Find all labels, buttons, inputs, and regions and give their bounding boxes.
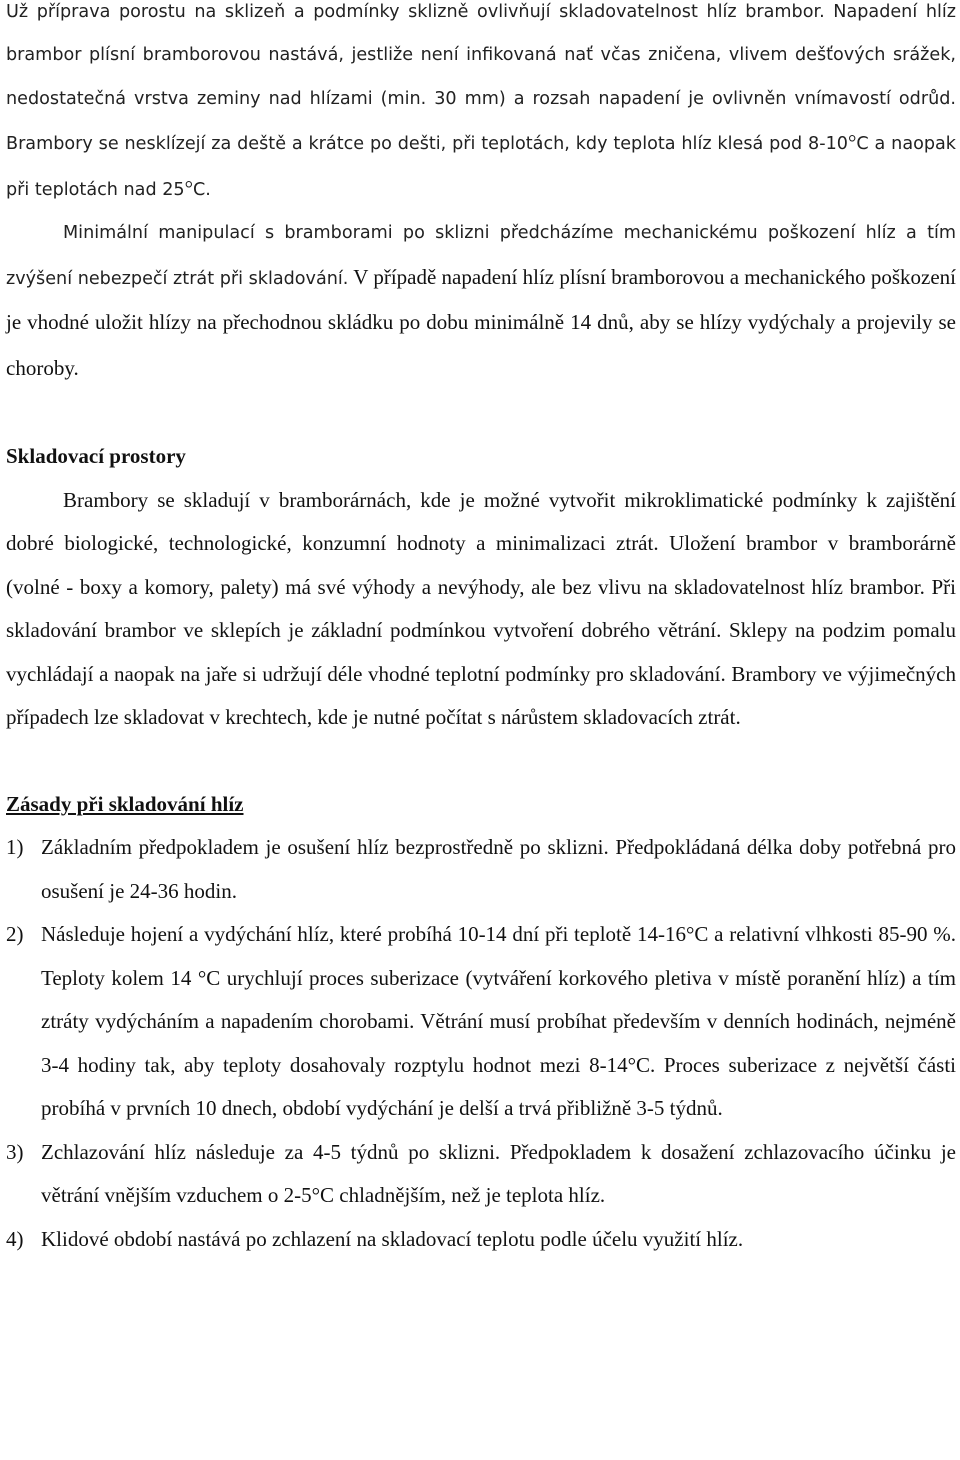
list-item-text: Následuje hojení a vydýchání hlíz, které probíhá 10-14 dní při teplotě 14-16°C a relativní vlhkosti 85-90 %. Teploty kolem 14 °C urychlují proces suberizace (vytváření korkového pletiva v místě poranění hlíz) a tím ztráty vydýcháním a napadením chorobami. Větrání musí probíhat především v denních hodinách, nejméně 3-4 hodiny tak, aby teploty dosahovaly rozptylu hodnot mezi 8-14°C. Proces suberizace z největší části probíhá v prvních 10 dnech, období vydýchání je delší a trvá přibližně 3-5 týdnů. <box>41 922 956 1121</box>
degree-symbol: ° <box>184 175 194 200</box>
list-item <box>6 1218 956 1262</box>
intro-text-end: C. <box>193 179 211 200</box>
list-number: 2) <box>6 922 24 947</box>
degree-symbol: ° <box>848 130 857 155</box>
rules-list <box>6 826 956 1261</box>
handling-paragraph <box>6 212 956 392</box>
spacer <box>6 392 956 435</box>
list-item <box>6 826 956 913</box>
list-number: 4) <box>6 1226 24 1251</box>
storage-heading: Skladovací prostory <box>6 444 186 469</box>
intro-text-continued: C a naopak při teplotách nad 25 <box>6 134 957 200</box>
list-item-text: Zchlazování hlíz následuje za 4-5 týdnů po sklizni. Předpokladem k dosažení zchlazovacího účinku je větrání vnějším vzduchem o 2-5°C chladnějším, než je teplota hlíz. <box>41 1139 956 1208</box>
intro-paragraph <box>6 0 956 212</box>
storage-paragraph: Brambory se skladují v bramborárnách, kde je možné vytvořit mikroklimatické podmínky k zajištění dobré biologické, technologické, konzumní hodnoty a minimalizaci ztrát. Uložení brambor v bramborárně (volné - boxy a komory, palety) má své výhody a nevýhody, ale bez vlivu na skladovatelnost hlíz brambor. Při skladování brambor ve sklepích je základní podmínkou vytvoření dobrého větrání. Sklepy na podzim pomalu vychládají a naopak na jaře si udržují déle vhodné teplotní podmínky pro skladování. Brambory ve výjimečných případech lze skladovat v krechtech, kde je nutné počítat s nárůstem skladovacích ztrát. <box>6 487 956 730</box>
spacer <box>6 740 956 783</box>
list-item <box>6 1131 956 1218</box>
list-item-text: Klidové období nastává po zchlazení na skladovací teplotu podle účelu využití hlíz. <box>41 1226 744 1251</box>
list-item <box>6 913 956 1131</box>
handling-text-second: V případě napadení hlíz plísní bramborovou a mechanického poškození je vhodné uložit hlízy na přechodnou skládku po dobu minimálně 14 dnů, aby se hlízy vydýchaly a projevily se choroby. <box>6 264 956 380</box>
list-number: 1) <box>6 835 24 860</box>
page-content <box>6 0 956 1261</box>
rules-heading: Zásady při skladování hlíz <box>6 791 244 816</box>
intro-text: Už příprava porostu na sklizeň a podmínky sklizně ovlivňují skladovatelnost hlíz brambor. Napadení hlíz brambor plísní bramborovou nastává, jestliže není infikovaná nať včas zničena, vlivem dešťových srážek, nedostatečná vrstva zeminy nad hlízami (min. 30 mm) a rozsah napadení je ovlivněn vnímavostí odrůd. Brambory se nesklízejí za deště a krátce po dešti, při teplotách, kdy teplota hlíz klesá pod 8-10 <box>6 2 956 155</box>
list-item-text: Základním předpokladem je osušení hlíz bezprostředně po sklizni. Předpokládaná délka doby potřebná pro osušení je 24-36 hodin. <box>41 835 956 903</box>
handling-text-first: Minimální manipulací s bramborami po sklizni předcházíme mechanickému poškození hlíz a tím zvýšení nebezpečí ztrát při skladování. <box>6 223 956 289</box>
list-number: 3) <box>6 1139 24 1164</box>
